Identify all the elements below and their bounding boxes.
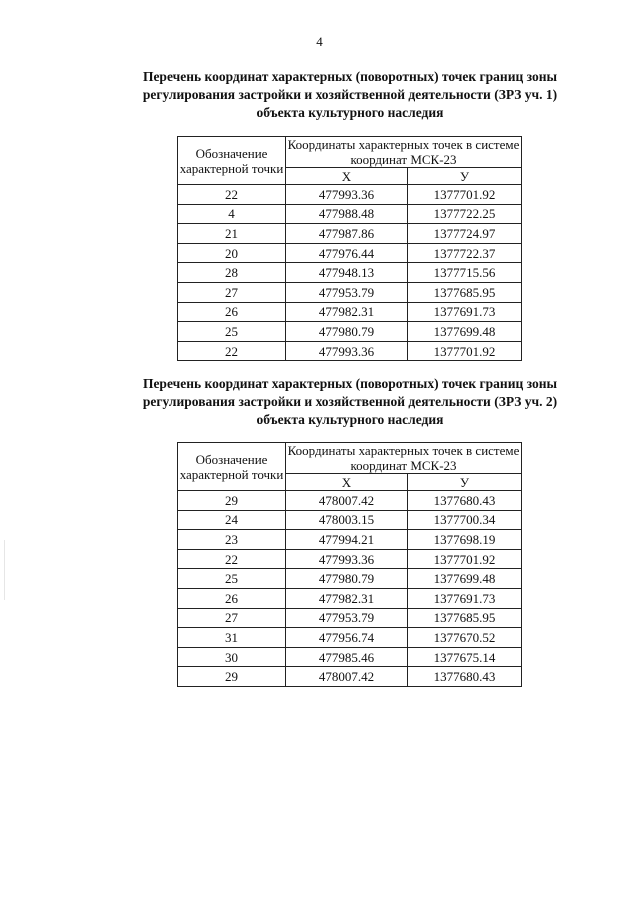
section-1-title-line: объекта культурного наследия [256, 105, 444, 120]
point-id-cell: 23 [178, 530, 286, 550]
point-id-cell: 22 [178, 341, 286, 361]
y-coordinate-cell: 1377724.97 [408, 224, 522, 244]
x-coordinate-cell: 477982.31 [286, 588, 408, 608]
table-row [178, 491, 522, 511]
table-row [178, 667, 522, 687]
table-row [178, 204, 522, 224]
y-coordinate-cell: 1377699.48 [408, 322, 522, 342]
table-row [178, 549, 522, 569]
y-coordinate-cell: 1377670.52 [408, 628, 522, 648]
point-id-cell: 24 [178, 510, 286, 530]
header-x: X [286, 474, 408, 491]
x-coordinate-cell: 477993.36 [286, 341, 408, 361]
x-coordinate-cell: 478003.15 [286, 510, 408, 530]
point-id-cell: 25 [178, 322, 286, 342]
x-coordinate-cell: 477980.79 [286, 322, 408, 342]
x-coordinate-cell: 477982.31 [286, 302, 408, 322]
header-coordinates: Координаты характерных точек в системе координат МСК-23 [286, 443, 522, 474]
coordinates-table-1 [177, 136, 522, 361]
point-id-cell: 20 [178, 243, 286, 263]
y-coordinate-cell: 1377722.37 [408, 243, 522, 263]
x-coordinate-cell: 477953.79 [286, 282, 408, 302]
table-row [178, 588, 522, 608]
point-id-cell: 25 [178, 569, 286, 589]
header-y: У [408, 474, 522, 491]
x-coordinate-cell: 477985.46 [286, 647, 408, 667]
y-coordinate-cell: 1377722.25 [408, 204, 522, 224]
scan-margin-line [4, 540, 5, 600]
point-id-cell: 27 [178, 608, 286, 628]
table-row [178, 530, 522, 550]
table-row [178, 185, 522, 205]
table-row [178, 510, 522, 530]
table-row [178, 243, 522, 263]
point-id-cell: 21 [178, 224, 286, 244]
point-id-cell: 26 [178, 588, 286, 608]
table-1-body [178, 185, 522, 361]
point-id-cell: 27 [178, 282, 286, 302]
table-2-body [178, 491, 522, 687]
point-id-cell: 31 [178, 628, 286, 648]
section-2-title-line: Перечень координат характерных (поворотных) точек границ зоны [142, 376, 558, 391]
y-coordinate-cell: 1377685.95 [408, 282, 522, 302]
header-point-designation: Обозначение характерной точки [178, 137, 286, 185]
point-id-cell: 29 [178, 667, 286, 687]
table-row [178, 608, 522, 628]
y-coordinate-cell: 1377715.56 [408, 263, 522, 283]
section-1-title-line: регулирования застройки и хозяйственной деятельности (ЗРЗ уч. 1) [142, 87, 558, 102]
y-coordinate-cell: 1377701.92 [408, 341, 522, 361]
header-point-designation: Обозначение характерной точки [178, 443, 286, 491]
point-id-cell: 30 [178, 647, 286, 667]
table-row [178, 302, 522, 322]
table-row [178, 282, 522, 302]
table-row [178, 224, 522, 244]
x-coordinate-cell: 477976.44 [286, 243, 408, 263]
table-row [178, 341, 522, 361]
y-coordinate-cell: 1377698.19 [408, 530, 522, 550]
x-coordinate-cell: 477988.48 [286, 204, 408, 224]
y-coordinate-cell: 1377699.48 [408, 569, 522, 589]
table-row [178, 263, 522, 283]
section-2-title-line: объекта культурного наследия [256, 412, 444, 427]
header-x: X [286, 168, 408, 185]
point-id-cell: 22 [178, 185, 286, 205]
section-1-title [60, 68, 639, 122]
point-id-cell: 26 [178, 302, 286, 322]
section-1-title-line: Перечень координат характерных (поворотных) точек границ зоны [142, 69, 558, 84]
x-coordinate-cell: 477948.13 [286, 263, 408, 283]
x-coordinate-cell: 477980.79 [286, 569, 408, 589]
coordinates-table-2 [177, 442, 522, 687]
y-coordinate-cell: 1377691.73 [408, 588, 522, 608]
y-coordinate-cell: 1377701.92 [408, 549, 522, 569]
x-coordinate-cell: 477953.79 [286, 608, 408, 628]
x-coordinate-cell: 477987.86 [286, 224, 408, 244]
page-number: 4 [316, 34, 323, 49]
x-coordinate-cell: 478007.42 [286, 491, 408, 511]
table-row [178, 628, 522, 648]
table-row [178, 569, 522, 589]
point-id-cell: 29 [178, 491, 286, 511]
section-2-title-line: регулирования застройки и хозяйственной деятельности (ЗРЗ уч. 2) [142, 394, 558, 409]
y-coordinate-cell: 1377691.73 [408, 302, 522, 322]
header-y: У [408, 168, 522, 185]
y-coordinate-cell: 1377685.95 [408, 608, 522, 628]
x-coordinate-cell: 477994.21 [286, 530, 408, 550]
section-2-title [60, 375, 639, 429]
x-coordinate-cell: 477993.36 [286, 185, 408, 205]
table-row [178, 647, 522, 667]
y-coordinate-cell: 1377675.14 [408, 647, 522, 667]
x-coordinate-cell: 477956.74 [286, 628, 408, 648]
header-coordinates: Координаты характерных точек в системе координат МСК-23 [286, 137, 522, 168]
table-row [178, 322, 522, 342]
point-id-cell: 4 [178, 204, 286, 224]
y-coordinate-cell: 1377701.92 [408, 185, 522, 205]
y-coordinate-cell: 1377680.43 [408, 491, 522, 511]
x-coordinate-cell: 478007.42 [286, 667, 408, 687]
x-coordinate-cell: 477993.36 [286, 549, 408, 569]
y-coordinate-cell: 1377700.34 [408, 510, 522, 530]
point-id-cell: 22 [178, 549, 286, 569]
y-coordinate-cell: 1377680.43 [408, 667, 522, 687]
point-id-cell: 28 [178, 263, 286, 283]
